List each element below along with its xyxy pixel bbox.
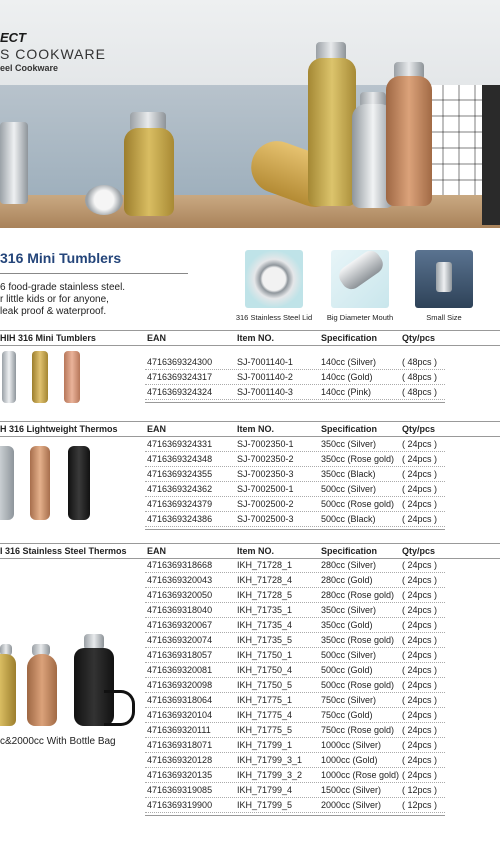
ean-cell: 4716369324348 [147, 454, 213, 464]
ean-cell: 4716369320067 [147, 620, 213, 630]
quantity-cell: ( 24pcs ) [402, 770, 438, 780]
feature-lid-image [245, 250, 303, 308]
specification-cell: 280cc (Rose gold) [321, 590, 395, 600]
specification-cell: 750cc (Silver) [321, 695, 377, 705]
section-title: I 316 Stainless Steel Thermos [0, 546, 127, 556]
quantity-cell: ( 24pcs ) [402, 605, 438, 615]
specification-cell: 280cc (Gold) [321, 575, 373, 585]
col-spec: Specification [321, 424, 378, 434]
quantity-cell: ( 24pcs ) [402, 560, 438, 570]
quantity-cell: ( 24pcs ) [402, 710, 438, 720]
specification-cell: 280cc (Silver) [321, 560, 377, 570]
ean-cell: 4716369318057 [147, 650, 213, 660]
silver-mini-tumbler-image [2, 351, 16, 403]
specification-cell: 500cc (Gold) [321, 665, 373, 675]
quantity-cell: ( 48pcs ) [402, 372, 438, 382]
item-number-cell: SJ-7001140-1 [237, 357, 293, 367]
section-title: H 316 Lightweight Thermos [0, 424, 118, 434]
silver-thermos-image [0, 446, 14, 520]
specification-cell: 140cc (Gold) [321, 372, 373, 382]
specification-cell: 750cc (Rose gold) [321, 725, 395, 735]
col-qty: Qty/pcs [402, 333, 436, 343]
banner-dark-panel [482, 85, 500, 225]
specification-cell: 140cc (Pink) [321, 387, 372, 397]
quantity-cell: ( 24pcs ) [402, 755, 438, 765]
bottle-bag-caption: c&2000cc With Bottle Bag [0, 736, 116, 747]
table-header-lightweight-thermos [0, 421, 500, 437]
col-spec: Specification [321, 333, 378, 343]
quantity-cell: ( 12pcs ) [402, 800, 438, 810]
col-spec: Specification [321, 546, 378, 556]
row-divider [145, 812, 445, 813]
tall-gold-bottle-image [308, 58, 356, 206]
rose-bottle-image [386, 76, 432, 206]
rose-thermos-image [30, 446, 50, 520]
row-divider [145, 399, 445, 400]
item-number-cell: IKH_71799_3_2 [237, 770, 303, 780]
ean-cell: 4716369320104 [147, 710, 213, 720]
ean-cell: 4716369318668 [147, 560, 213, 570]
col-item: Item NO. [237, 333, 275, 343]
table-end-rule [145, 815, 445, 816]
ean-cell: 4716369319085 [147, 785, 213, 795]
quantity-cell: ( 24pcs ) [402, 439, 438, 449]
ean-cell: 4716369324300 [147, 357, 213, 367]
ean-cell: 4716369324379 [147, 499, 213, 509]
item-number-cell: IKH_71750_4 [237, 665, 293, 675]
table-row [0, 558, 500, 573]
quantity-cell: ( 24pcs ) [402, 484, 438, 494]
quantity-cell: ( 24pcs ) [402, 635, 438, 645]
quantity-cell: ( 48pcs ) [402, 357, 438, 367]
quantity-cell: ( 24pcs ) [402, 665, 438, 675]
item-number-cell: SJ-7002500-2 [237, 499, 294, 509]
item-number-cell: IKH_71728_4 [237, 575, 293, 585]
specification-cell: 1000cc (Rose gold) [321, 770, 400, 780]
item-number-cell: SJ-7002500-3 [237, 514, 294, 524]
row-divider [145, 526, 445, 527]
quantity-cell: ( 24pcs ) [402, 695, 438, 705]
section-title: HIH 316 Mini Tumblers [0, 333, 96, 343]
description-line: r little kids or for anyone, [0, 294, 109, 305]
quantity-cell: ( 48pcs ) [402, 387, 438, 397]
brand-tagline: S COOKWARE [0, 46, 106, 62]
table-row [0, 798, 500, 813]
ean-cell: 4716369320135 [147, 770, 213, 780]
specification-cell: 500cc (Rose gold) [321, 680, 395, 690]
rose-large-thermos-image [27, 654, 57, 726]
specification-cell: 1000cc (Gold) [321, 755, 378, 765]
item-number-cell: IKH_71735_1 [237, 605, 293, 615]
table-end-rule [145, 402, 445, 403]
table-header-stainless-thermos [0, 543, 500, 559]
quantity-cell: ( 24pcs ) [402, 514, 438, 524]
item-number-cell: SJ-7001140-3 [237, 387, 293, 397]
ean-cell: 4716369324386 [147, 514, 213, 524]
specification-cell: 750cc (Gold) [321, 710, 373, 720]
item-number-cell: SJ-7002350-3 [237, 469, 294, 479]
specification-cell: 2000cc (Silver) [321, 800, 382, 810]
title-divider [0, 273, 188, 274]
item-number-cell: IKH_71750_5 [237, 680, 293, 690]
specification-cell: 1000cc (Silver) [321, 740, 382, 750]
ean-cell: 4716369318040 [147, 605, 213, 615]
hero-banner [0, 0, 500, 228]
table-row [0, 753, 500, 768]
brand-subtagline: eel Cookware [0, 63, 59, 73]
ean-cell: 4716369324331 [147, 439, 213, 449]
quantity-cell: ( 24pcs ) [402, 725, 438, 735]
quantity-cell: ( 24pcs ) [402, 454, 438, 464]
table-end-rule [145, 529, 445, 530]
specification-cell: 350cc (Silver) [321, 439, 377, 449]
ean-cell: 4716369320128 [147, 755, 213, 765]
ean-cell: 4716369324362 [147, 484, 213, 494]
item-number-cell: IKH_71799_5 [237, 800, 293, 810]
item-number-cell: SJ-7002350-1 [237, 439, 294, 449]
ean-cell: 4716369324317 [147, 372, 213, 382]
pink-mini-tumbler-image [64, 351, 80, 403]
table-row [0, 783, 500, 798]
brand-name: ECT [0, 30, 26, 45]
ean-cell: 4716369318064 [147, 695, 213, 705]
bottle-lid-image [85, 185, 123, 215]
table-header-mini-tumblers [0, 330, 500, 346]
item-number-cell: IKH_71735_4 [237, 620, 293, 630]
specification-cell: 500cc (Silver) [321, 650, 377, 660]
feature-size-label: Small Size [426, 313, 462, 322]
description-line: 6 food-grade stainless steel. [0, 282, 126, 293]
specification-cell: 500cc (Silver) [321, 484, 377, 494]
table-row [0, 633, 500, 648]
item-number-cell: IKH_71775_4 [237, 710, 293, 720]
item-number-cell: IKH_71775_5 [237, 725, 293, 735]
quantity-cell: ( 24pcs ) [402, 590, 438, 600]
size-bottle-shape [436, 262, 452, 292]
product-description [0, 282, 125, 318]
specification-cell: 350cc (Gold) [321, 620, 373, 630]
table-row [0, 768, 500, 783]
item-number-cell: IKH_71728_1 [237, 560, 293, 570]
item-number-cell: IKH_71799_4 [237, 785, 293, 795]
quantity-cell: ( 24pcs ) [402, 650, 438, 660]
item-number-cell: IKH_71799_1 [237, 740, 293, 750]
table-row [0, 573, 500, 588]
table-row [0, 603, 500, 618]
feature-lid-label: 316 Stainless Steel Lid [235, 313, 313, 322]
item-number-cell: SJ-7002500-1 [237, 484, 294, 494]
ean-cell: 4716369320081 [147, 665, 213, 675]
specification-cell: 350cc (Rose gold) [321, 635, 395, 645]
specification-cell: 500cc (Rose gold) [321, 499, 395, 509]
bottle-bag-strap [104, 690, 135, 726]
description-line: leak proof & waterproof. [0, 306, 107, 317]
ean-cell: 4716369320050 [147, 590, 213, 600]
quantity-cell: ( 24pcs ) [402, 575, 438, 585]
ean-cell: 4716369320043 [147, 575, 213, 585]
ean-cell: 4716369320098 [147, 680, 213, 690]
table-row [0, 588, 500, 603]
col-item: Item NO. [237, 546, 275, 556]
item-number-cell: IKH_71775_1 [237, 695, 293, 705]
specification-cell: 500cc (Black) [321, 514, 376, 524]
specification-cell: 350cc (Black) [321, 469, 376, 479]
quantity-cell: ( 12pcs ) [402, 785, 438, 795]
col-ean: EAN [147, 424, 167, 434]
quantity-cell: ( 24pcs ) [402, 740, 438, 750]
ean-cell: 4716369324355 [147, 469, 213, 479]
gold-thermos-image [0, 654, 16, 726]
gold-bottle-image [124, 128, 174, 216]
quantity-cell: ( 24pcs ) [402, 469, 438, 479]
item-number-cell: SJ-7002350-2 [237, 454, 294, 464]
col-ean: EAN [147, 333, 167, 343]
ean-cell: 4716369320074 [147, 635, 213, 645]
col-ean: EAN [147, 546, 167, 556]
black-thermos-image [68, 446, 90, 520]
specification-cell: 350cc (Silver) [321, 605, 377, 615]
ean-cell: 4716369318071 [147, 740, 213, 750]
item-number-cell: SJ-7001140-2 [237, 372, 293, 382]
table-row [0, 618, 500, 633]
item-number-cell: IKH_71735_5 [237, 635, 293, 645]
gold-mini-tumbler-image [32, 351, 48, 403]
col-qty: Qty/pcs [402, 424, 436, 434]
ean-cell: 4716369319900 [147, 800, 213, 810]
quantity-cell: ( 24pcs ) [402, 680, 438, 690]
specification-cell: 1500cc (Silver) [321, 785, 382, 795]
specification-cell: 350cc (Rose gold) [321, 454, 395, 464]
item-number-cell: IKH_71799_3_1 [237, 755, 303, 765]
specification-cell: 140cc (Silver) [321, 357, 377, 367]
item-number-cell: IKH_71728_5 [237, 590, 293, 600]
ean-cell: 4716369320111 [147, 725, 211, 735]
quantity-cell: ( 24pcs ) [402, 499, 438, 509]
col-item: Item NO. [237, 424, 275, 434]
feature-mouth-label: Big Diameter Mouth [326, 313, 394, 322]
quantity-cell: ( 24pcs ) [402, 620, 438, 630]
product-title: 316 Mini Tumblers [0, 250, 122, 266]
item-number-cell: IKH_71750_1 [237, 650, 293, 660]
silver-tumbler-image [0, 122, 28, 204]
ean-cell: 4716369324324 [147, 387, 213, 397]
col-qty: Qty/pcs [402, 546, 436, 556]
